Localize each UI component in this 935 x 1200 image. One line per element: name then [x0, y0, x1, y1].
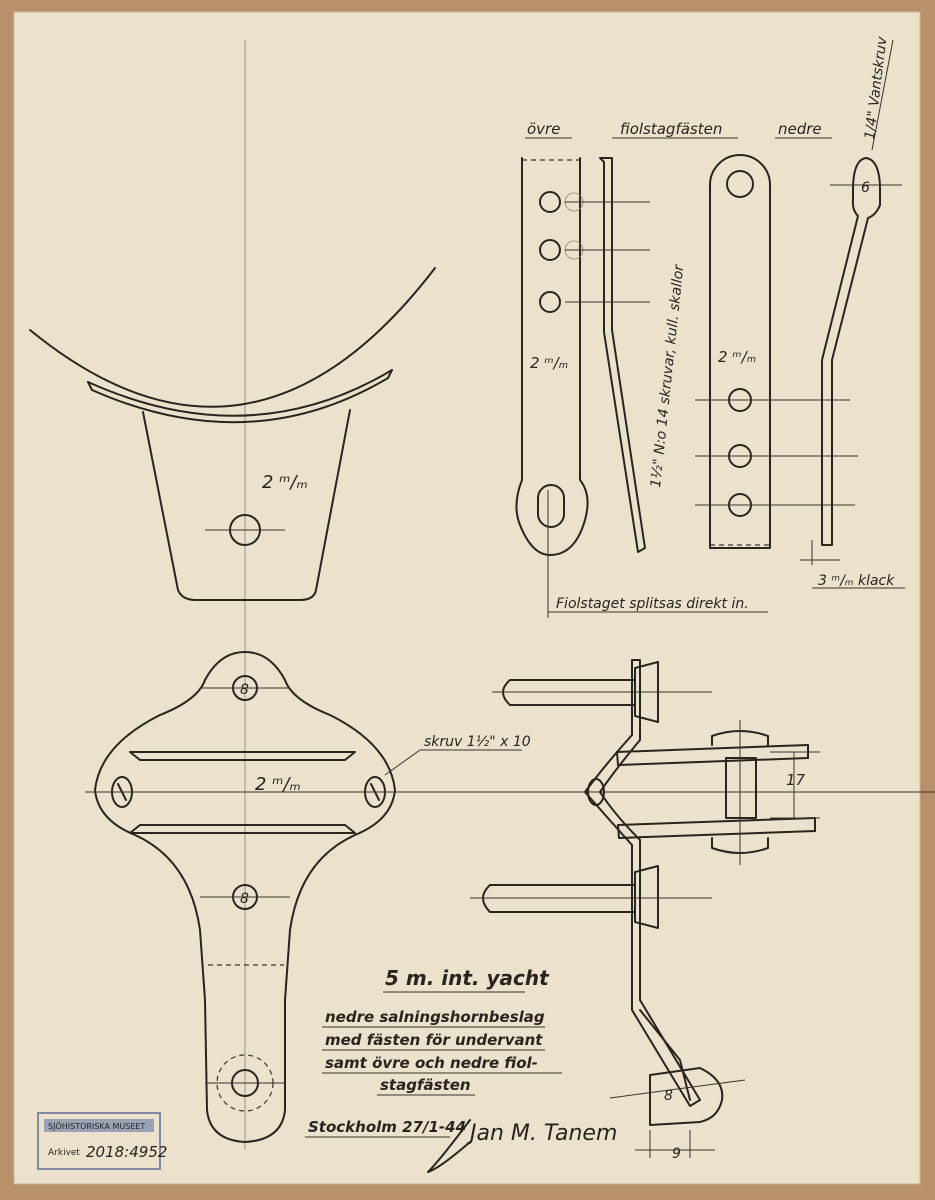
thickness-label-4: 2 ᵐ/ₘ	[255, 774, 301, 795]
thickness-label-1: 2 ᵐ/ₘ	[262, 472, 308, 493]
stamp-number: 2018:4952	[86, 1143, 168, 1161]
thickness-label-3: 2 ᵐ/ₘ	[718, 348, 757, 366]
hole-8-top: 8	[240, 682, 249, 698]
dim-17: 17	[786, 771, 806, 789]
title-line-4: stagfästen	[380, 1076, 471, 1094]
title-line-2: med fästen för undervant	[325, 1031, 543, 1049]
dim-9: 9	[672, 1146, 681, 1162]
stamp-line-2: Arkivet	[48, 1148, 80, 1158]
label-vantskruv: 1/4" Vantskruv	[862, 35, 891, 141]
label-fiolstaget: Fiolstaget splitsas direkt in.	[556, 596, 749, 612]
label-nedre: nedre	[778, 120, 822, 138]
dim-6: 6	[861, 180, 870, 196]
hole-8-mid: 8	[240, 891, 249, 907]
label-fiolstagfasten: fiolstagfästen	[620, 120, 723, 138]
drawing-title: 5 m. int. yacht	[385, 966, 549, 990]
stamp-line-1: SJÖHISTORISKA MUSEET	[48, 1122, 146, 1131]
hole-8-side: 8	[664, 1088, 673, 1104]
title-line-1: nedre salningshornbeslag	[325, 1008, 545, 1026]
label-ovre: övre	[527, 120, 561, 138]
label-skruvar: 1½" N:o 14 skruvar, kull. skallor	[648, 264, 688, 489]
thickness-label-2: 2 ᵐ/ₘ	[530, 354, 569, 372]
label-skruv: skruv 1½" x 10	[424, 734, 531, 750]
dim-3mm-klack: 3 ᵐ/ₘ klack	[818, 573, 895, 589]
signature: Jan M. Tanem	[470, 1121, 618, 1146]
title-line-3: samt övre och nedre fiol-	[325, 1054, 538, 1072]
place-date: Stockholm 27/1-44	[308, 1118, 467, 1136]
